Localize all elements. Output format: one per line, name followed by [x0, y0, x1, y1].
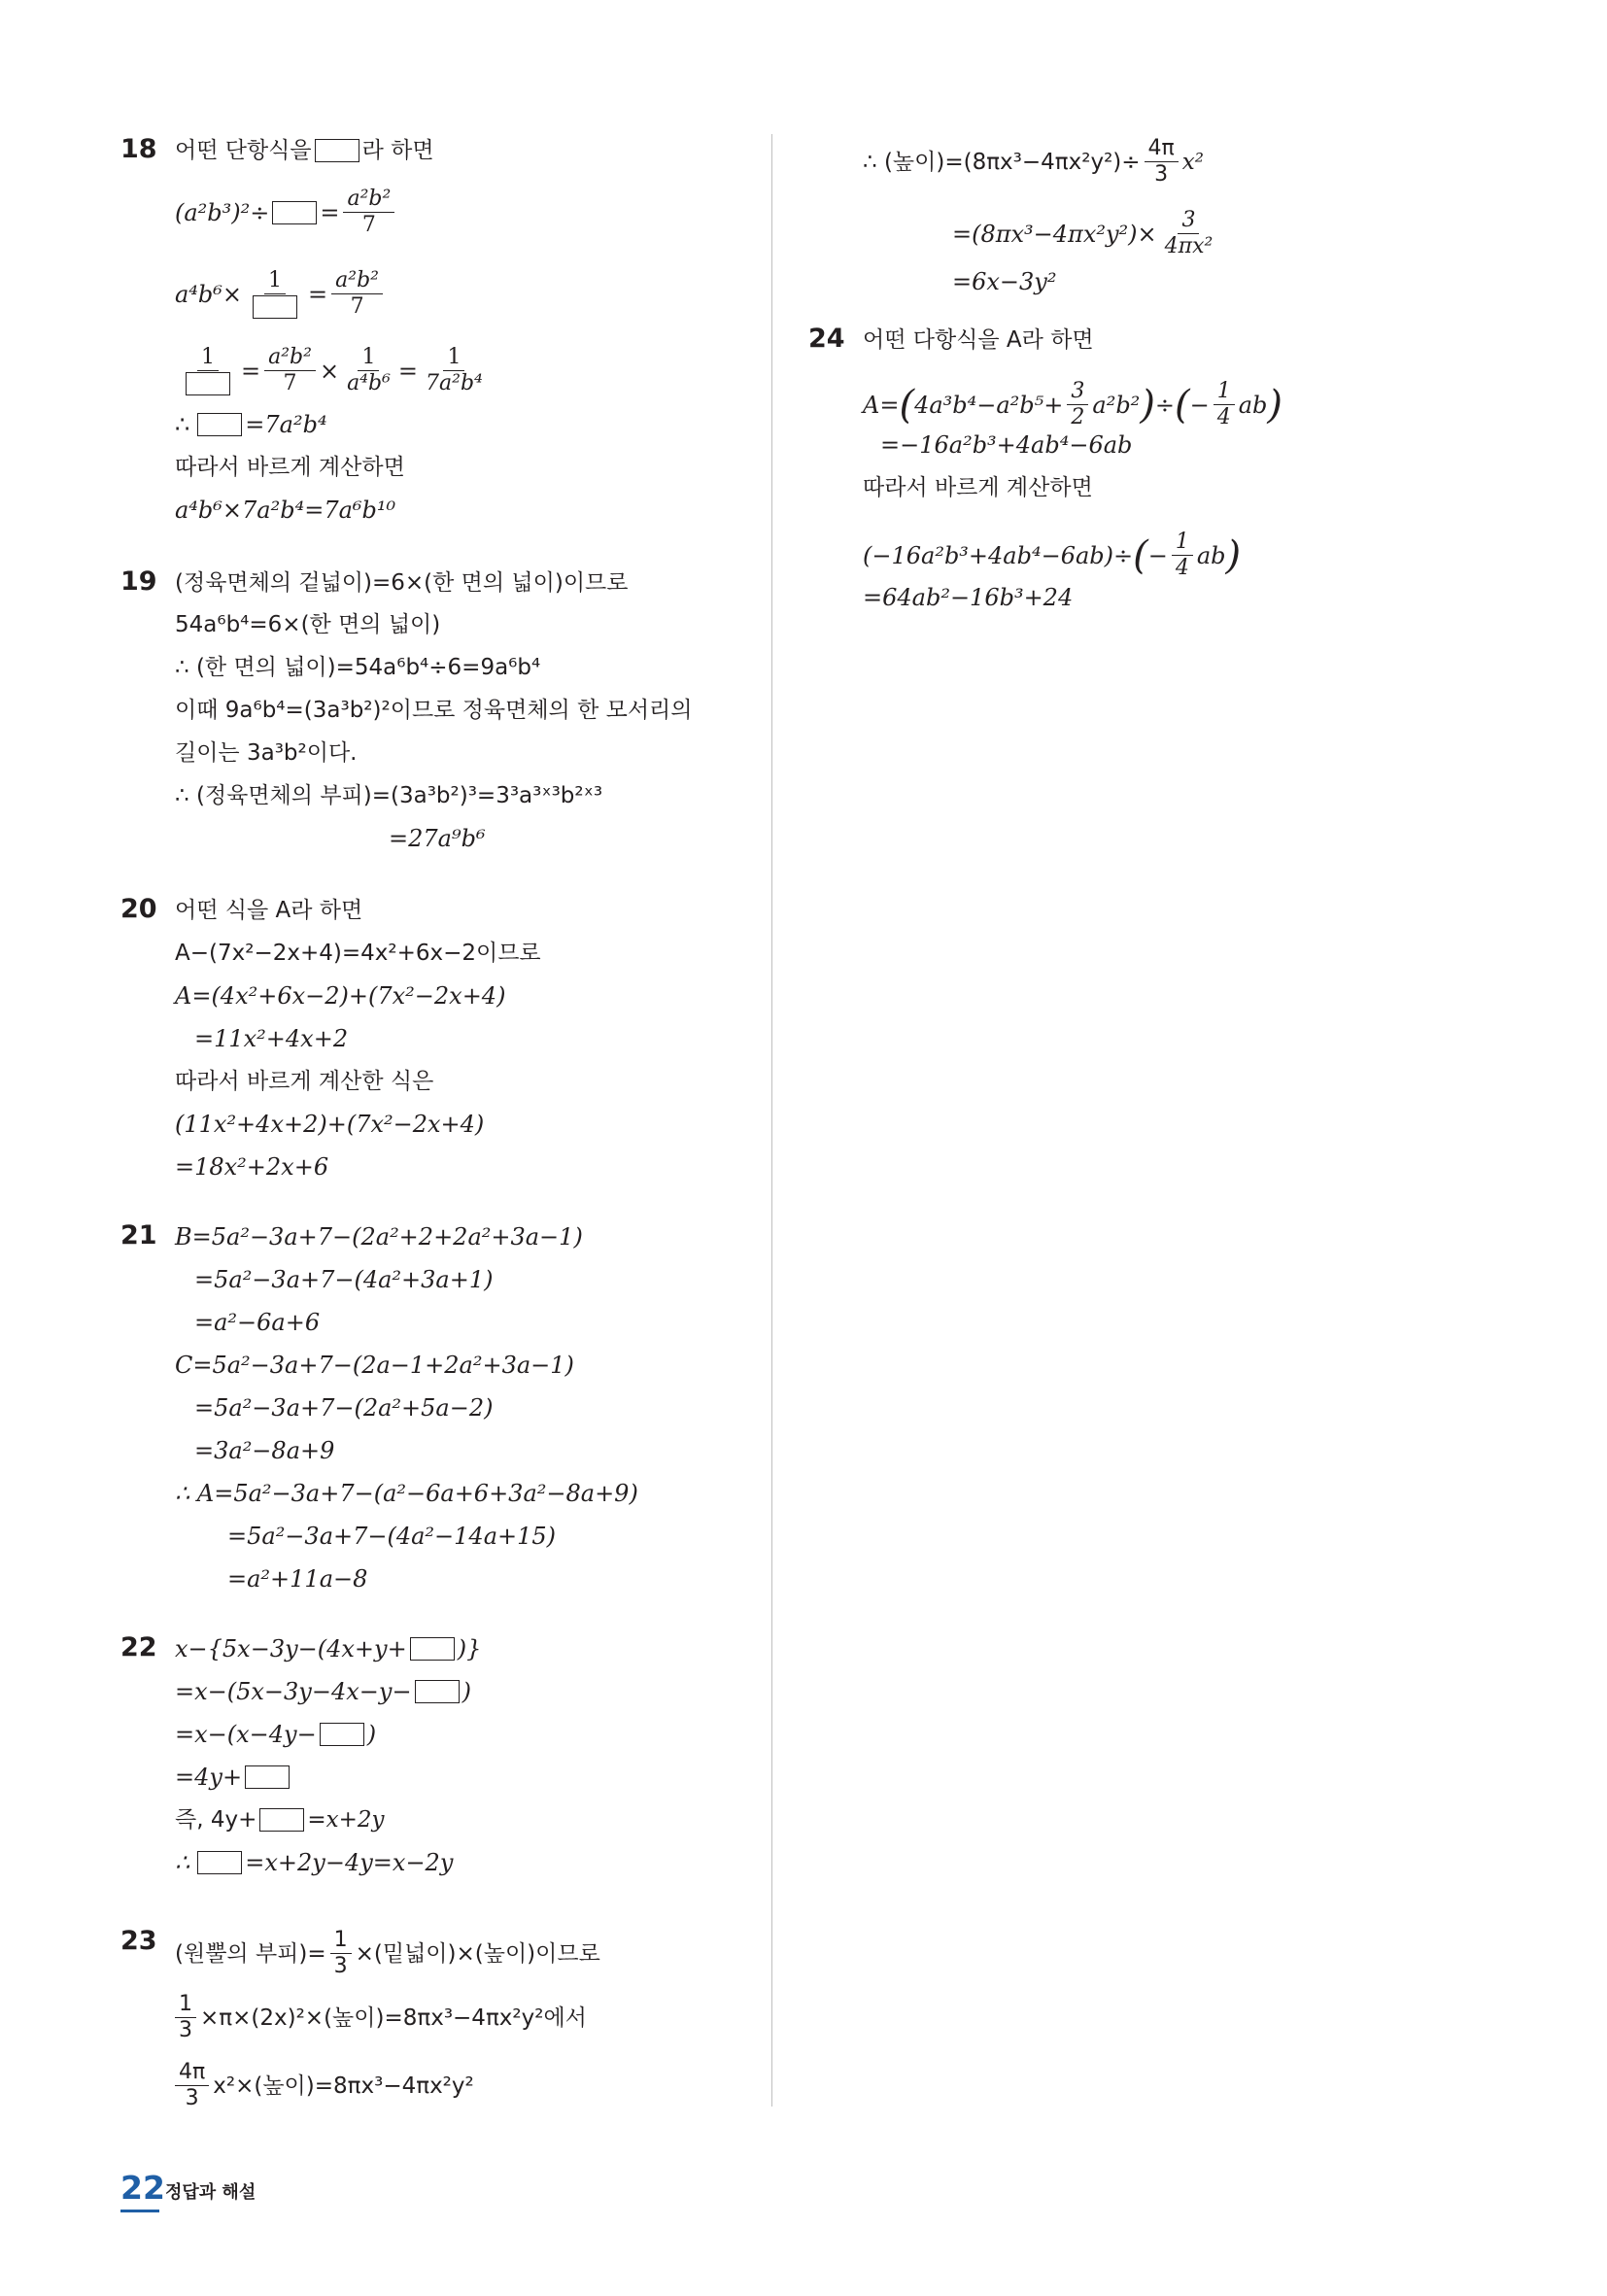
- expr: x−{5x−3y−(4x+y+: [175, 1635, 407, 1662]
- therefore-symbol: ∴: [175, 1849, 190, 1876]
- problem-19-line: ∴ (정육면체의 부피)=(3a³b²)³=3³a³ˣ³b²ˣ³: [175, 783, 603, 808]
- expr: x²×(높이)=8πx³−4πx²y²: [213, 2073, 474, 2099]
- fraction: [330, 1928, 352, 1979]
- problem-24-line: =64ab²−16b³+24: [863, 584, 1074, 611]
- expr: a²b²: [1092, 391, 1141, 419]
- problem-20-line: 따라서 바르게 계산한 식은: [175, 1069, 434, 1094]
- problem-20-line: =11x²+4x+2: [194, 1025, 349, 1052]
- problem-21-line: =a²+11a−8: [227, 1565, 368, 1593]
- expr: ∴ (높이)=(8πx³−4πx²y²)÷: [863, 149, 1141, 175]
- problem-18-intro: [175, 136, 434, 165]
- problem-20-line: =18x²+2x+6: [175, 1153, 329, 1181]
- expr: −: [1147, 541, 1168, 569]
- numerator: 1: [175, 1992, 196, 2018]
- denominator: 2: [1071, 405, 1085, 429]
- numerator: 1: [1172, 530, 1193, 556]
- expr: ): [366, 1721, 377, 1748]
- expr: ): [462, 1678, 471, 1705]
- denominator: 7: [350, 294, 364, 319]
- fraction: [179, 345, 237, 396]
- denominator: 7: [283, 371, 297, 395]
- problem-18-final: a⁴b⁶×7a²b⁴=7a⁶b¹⁰: [175, 497, 396, 524]
- problem-20-line: A=(4x²+6x−2)+(7x²−2x+4): [175, 982, 506, 1010]
- fraction: [175, 1992, 196, 2043]
- footer-label: 정답과 해설: [165, 2182, 256, 2203]
- denominator: a⁴b⁶: [347, 371, 391, 395]
- problem-23-line: [863, 136, 1204, 188]
- numerator: 4π: [175, 2060, 209, 2086]
- paren-left: (: [1133, 532, 1148, 578]
- problem-18-eq2: [175, 268, 387, 320]
- fraction: [246, 268, 304, 320]
- paren-right: ): [1225, 532, 1242, 578]
- blank-box: [197, 1851, 242, 1874]
- problem-number: 22: [120, 1632, 157, 1662]
- denominator: 3: [179, 2018, 192, 2042]
- fraction: [1172, 530, 1193, 581]
- blank-box: [315, 139, 359, 162]
- text: 라 하면: [361, 138, 434, 163]
- problem-number: 20: [120, 894, 157, 924]
- expr: −: [1189, 391, 1210, 419]
- problem-22-line: [175, 1805, 385, 1834]
- problem-23-line: [952, 208, 1220, 259]
- numerator: a²b²: [343, 187, 394, 213]
- problem-number: 24: [808, 324, 845, 354]
- blank-box: [245, 1765, 290, 1789]
- blank-box: [253, 295, 297, 319]
- expr: (a²b³)²÷: [175, 198, 270, 226]
- paren-left: (: [1175, 382, 1190, 428]
- problem-24-line: 어떤 다항식을 A라 하면: [863, 327, 1094, 353]
- problem-22-line: [175, 1634, 481, 1663]
- problem-24-line: [863, 379, 1282, 430]
- problem-21-line: =3a²−8a+9: [194, 1437, 335, 1464]
- problem-19-line: 길이는 3a³b²이다.: [175, 740, 358, 766]
- expr: =(8πx³−4πx²y²)×: [952, 220, 1157, 248]
- problem-22-line: [175, 1763, 292, 1792]
- denominator: 7: [361, 213, 376, 237]
- page-number-underline: [120, 2210, 159, 2212]
- fraction: [1067, 379, 1088, 430]
- problem-number: 19: [120, 566, 157, 597]
- expr: a⁴b⁶×: [175, 280, 243, 308]
- problem-20-line: (11x²+4x+2)+(7x²−2x+4): [175, 1111, 485, 1138]
- numerator: 4π: [1145, 136, 1179, 162]
- fraction: [1214, 379, 1235, 430]
- problem-21-line: B=5a²−3a+7−(2a²+2+2a²+3a−1): [175, 1223, 583, 1251]
- page-number: 22: [120, 2169, 165, 2207]
- denominator: 3: [333, 1954, 348, 1978]
- blank-box: [259, 1808, 304, 1832]
- denominator: 7a²b⁴: [426, 371, 483, 395]
- problem-number: 21: [120, 1220, 157, 1251]
- expr: =4y+: [175, 1764, 243, 1791]
- expr: x²: [1181, 149, 1204, 175]
- problem-21-line: =5a²−3a+7−(4a²+3a+1): [194, 1266, 494, 1293]
- expr: ×(밑넓이)×(높이)이므로: [355, 1940, 600, 1967]
- expr: ×π×(2x)²×(높이)=8πx³−4πx²y²에서: [200, 2005, 587, 2031]
- paren-right: ): [1267, 382, 1283, 428]
- expr: =: [320, 198, 340, 226]
- problem-number: 18: [120, 134, 157, 164]
- paren-right: ): [1140, 382, 1155, 428]
- blank-box: [272, 201, 317, 224]
- denominator: [246, 294, 304, 320]
- blank-box: [415, 1680, 460, 1703]
- fraction: [343, 345, 394, 396]
- problem-24-line: [863, 530, 1241, 581]
- problem-18-eq1: [175, 187, 398, 238]
- expr: (원뿔의 부피)=: [175, 1940, 326, 1967]
- numerator: 1: [330, 1928, 352, 1954]
- problem-21-line: ∴ A=5a²−3a+7−(a²−6a+6+3a²−8a+9): [175, 1480, 638, 1507]
- fraction: [1161, 208, 1217, 259]
- expr: =x+2y−4y=x−2y: [245, 1849, 454, 1876]
- denominator: 4: [1216, 405, 1231, 429]
- expr: =x+2y: [307, 1807, 385, 1833]
- fraction: [175, 2060, 209, 2111]
- problem-21-line: =a²−6a+6: [194, 1309, 321, 1336]
- problem-18-eq3: [175, 345, 491, 396]
- problem-19-line: ∴ (한 면의 넓이)=54a⁶b⁴÷6=9a⁶b⁴: [175, 655, 541, 680]
- problem-18-conclusion: 따라서 바르게 계산하면: [175, 455, 405, 480]
- expr: =7a²b⁴: [245, 411, 327, 438]
- numerator: 1: [1214, 379, 1235, 405]
- blank-box: [197, 413, 242, 436]
- numerator: 3: [1178, 208, 1199, 234]
- problem-21-line: C=5a²−3a+7−(2a−1+2a²+3a−1): [175, 1352, 574, 1379]
- expr: =x−(x−4y−: [175, 1721, 317, 1748]
- blank-box: [186, 372, 230, 395]
- expr: ×: [319, 357, 340, 385]
- expr: )}: [457, 1635, 482, 1662]
- expr: ÷: [1154, 391, 1176, 419]
- fraction: [1145, 136, 1179, 188]
- problem-21-line: =5a²−3a+7−(2a²+5a−2): [194, 1394, 494, 1422]
- numerator: 1: [443, 345, 464, 371]
- expr: =: [241, 357, 261, 385]
- text: 어떤 단항식을: [175, 138, 312, 163]
- problem-18-result: [175, 410, 327, 439]
- denominator: 3: [1154, 162, 1169, 187]
- problem-20-line: 어떤 식을 A라 하면: [175, 898, 363, 923]
- expr: ab: [1196, 541, 1226, 569]
- problem-23-line: [175, 1992, 587, 2043]
- expr: (−16a²b³+4ab⁴−6ab)÷: [863, 541, 1134, 569]
- therefore-symbol: ∴: [175, 411, 190, 438]
- denominator: 3: [185, 2086, 199, 2110]
- fraction: [331, 268, 383, 320]
- expr: A=: [863, 391, 900, 419]
- column-divider: [771, 134, 772, 2107]
- denominator: 4πx²: [1164, 234, 1214, 258]
- fraction: [343, 187, 394, 238]
- expr: =: [397, 357, 419, 385]
- denominator: 4: [1175, 556, 1189, 580]
- problem-19-line: =27a⁹b⁶: [389, 825, 486, 852]
- problem-22-line: [175, 1677, 471, 1706]
- blank-box: [320, 1723, 364, 1746]
- problem-23-line: [175, 1928, 600, 1979]
- numerator: 1: [197, 345, 219, 371]
- problem-23-line: =6x−3y²: [952, 268, 1057, 295]
- expr: =: [308, 280, 328, 308]
- problem-23-line: [175, 2060, 474, 2111]
- expr: =x−(5x−3y−4x−y−: [175, 1678, 412, 1705]
- problem-19-line: (정육면체의 겉넓이)=6×(한 면의 넓이)이므로: [175, 570, 629, 596]
- problem-24-line: =−16a²b³+4ab⁴−6ab: [880, 431, 1133, 459]
- problem-22-line: [175, 1720, 376, 1749]
- problem-22-line: [175, 1848, 453, 1877]
- numerator: 1: [264, 268, 286, 294]
- numerator: a²b²: [264, 345, 316, 371]
- problem-19-line: 이때 9a⁶b⁴=(3a³b²)²이므로 정육면체의 한 모서리의: [175, 698, 693, 723]
- numerator: 1: [358, 345, 379, 371]
- fraction: [422, 345, 487, 396]
- expr: ab: [1238, 391, 1268, 419]
- numerator: 3: [1067, 379, 1088, 405]
- problem-20-line: A−(7x²−2x+4)=4x²+6x−2이므로: [175, 941, 541, 966]
- denominator: [179, 371, 237, 396]
- problem-24-line: 따라서 바르게 계산하면: [863, 475, 1093, 500]
- expr: 즉, 4y+: [175, 1807, 257, 1833]
- paren-left: (: [899, 382, 915, 428]
- problem-21-line: =5a²−3a+7−(4a²−14a+15): [227, 1523, 557, 1550]
- problem-number: 23: [120, 1926, 157, 1956]
- blank-box: [410, 1637, 455, 1661]
- problem-19-line: 54a⁶b⁴=6×(한 면의 넓이): [175, 612, 441, 637]
- expr: 4a³b⁴−a²b⁵+: [914, 391, 1064, 419]
- fraction: [264, 345, 316, 396]
- numerator: a²b²: [331, 268, 383, 294]
